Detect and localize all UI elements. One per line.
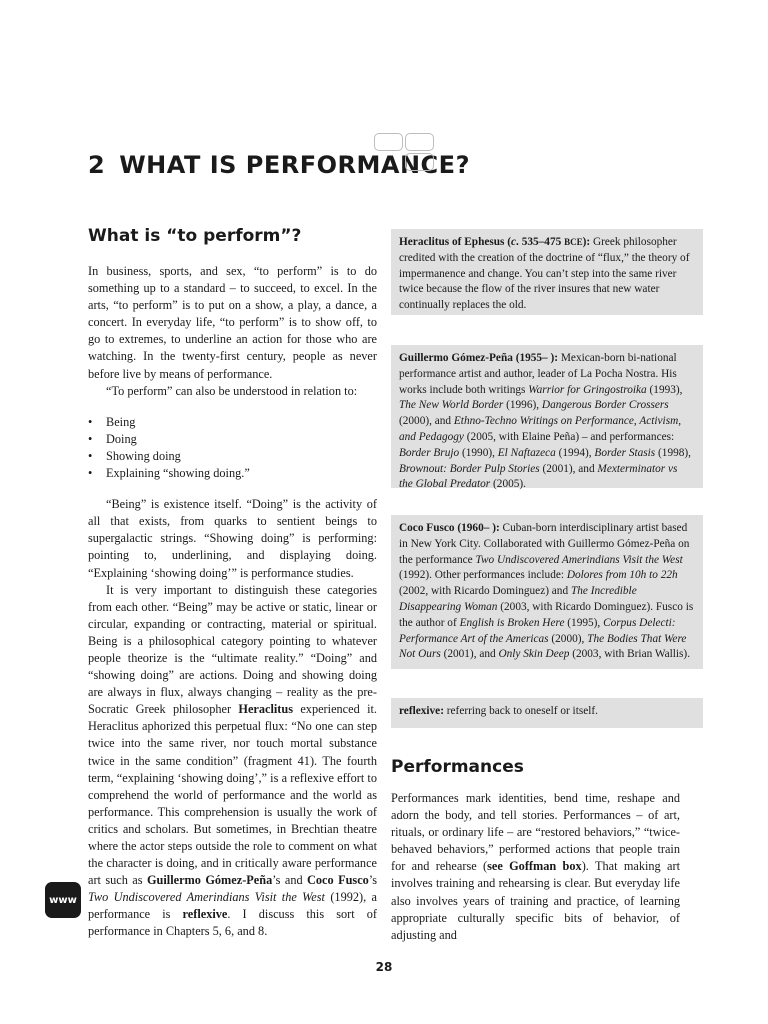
heraclitus-box <box>391 229 703 315</box>
reflexive-glossary-definition: referring back to oneself or itself. <box>446 705 598 717</box>
list-item: • Showing doing <box>88 448 377 465</box>
reflexive-term[interactable]: reflexive <box>182 907 228 922</box>
heraclitus-box-text: Greek philosopher credited with the creation of the doctrine of “flux,” the theory of impermanence and change. You can’t step into the same river twice because the flow of the river insures that new water continually replaces the old. <box>399 236 690 312</box>
list-item: • Explaining “showing doing.” <box>88 465 377 482</box>
gomez-pena-link[interactable]: Guillermo Gómez-Peña <box>146 873 273 888</box>
intro-paragraph: In business, sports, and sex, “to perform” is to do something up to a standard – to succeed, to excel. In the arts, “to perform” is to put on a show, a play, a dance, a concert. In everyday life, “to perform” is to show off, to go to extremes, to underline an action for those who are watching. In the twenty-first century, people as never before live by means of performance. <box>88 264 377 381</box>
list-item: • Doing <box>88 431 377 448</box>
section-heading-performances: Performances <box>391 757 524 777</box>
section-heading-to-perform: What is “to perform”? <box>88 226 302 246</box>
distinguish-paragraph: It is very important to distinguish these categories from each other. “Being” may be active or static, linear or circular, expanding or contracting, material or spiritual. Being is a philosophical category pointing to whatever people theorize is the “ultimate reality.” “Doing” and “showing doing” are actions. Doing and showing doing are always in flux, always changing – reality as the pre-Socratic Greek philosopher Heraclitus experienced it. Heraclitus aphorized this perpetual flux: “No one can step twice into the same river, nor touch mortal substance twice in the same condition” (fragment 41). The fourth term, “explaining ‘showing doing’,” is a reflexive effort to comprehend the world of performance and the world as performance. This comprehension is usually the work of critics and scholars. But sometimes, in Brechtian theatre where the actor steps outside the role to comment on what the character is doing, and in critically aware performance art such as Guillermo Gómez-Peña’s and Coco Fusco’s Two Undiscovered Amerindians Visit the West (1992), a performance is reflexive. I discuss this sort of performance in Chapters 5, 6, and 8. <box>88 582 378 939</box>
being-paragraph: “Being” is existence itself. “Doing” is the activity of all that exists, from quarks to sentient beings to supergalactic strings. “Showing doing” is performing: pointing to, underlining, and displaying doing. “Explaining ‘showing doing’” is performance studies. <box>88 497 377 580</box>
performances-column <box>391 790 680 944</box>
gomez-pena-box: Guillermo Gómez-Peña (1955– ): Mexican-born bi-national performance artist and author, leader of La Pocha Nostra. His works include both writings Warrior for Gringostroika (1993), The New World Border (1996), Dangerous Border Crossers (2000), and Ethno-Techno Writings on Performance, Activism, and Pedagogy (2005, with Elaine Peña) – and performances: Border Brujo (1990), El Naftazeca (1994), Border Stasis (1998), Brownout: Border Pulp Stories (2001), and Mexterminator vs the Global Predator (2005). <box>391 345 703 488</box>
heraclitus-link[interactable]: Heraclitus <box>238 702 294 717</box>
www-icon[interactable]: www <box>45 882 81 918</box>
reflexive-glossary-box <box>391 698 703 728</box>
heraclitus-box-name: Heraclitus of Ephesus (c. 535–475 BCE): <box>399 236 591 248</box>
categories-list <box>88 414 377 482</box>
chapter-number: 2 <box>88 151 106 179</box>
goffman-box-reference[interactable]: see Goffman box <box>487 859 582 874</box>
gomez-pena-box-name: Guillermo Gómez-Peña (1955– ): <box>399 352 559 364</box>
reflexive-glossary-term: reflexive: <box>399 705 444 717</box>
coco-fusco-box: Coco Fusco (1960– ): Cuban-born interdisciplinary artist based in New York City. Collaborated with Guillermo Gómez-Peña on the performance Two Undiscovered Amerindians Visit the West (1992). Other performances include: Dolores from 10h to 22h (2002, with Ricardo Dominguez) and The Incredible Disappearing Woman (2003, with Ricardo Dominguez). Fusco is the author of English is Broken Here (1995), Corpus Delecti: Performance Art of the Americas (2000), The Bodies That Were Not Ours (2001), and Only Skin Deep (2003, with Brian Wallis). <box>391 515 703 669</box>
left-column <box>88 263 377 941</box>
coco-fusco-link[interactable]: Coco Fusco <box>307 873 369 888</box>
relation-paragraph: “To perform” can also be understood in relation to: <box>106 383 358 398</box>
performances-paragraph: Performances mark identities, bend time, reshape and adorn the body, and tell stories. Performances – of art, rituals, or ordinary life – are “restored behaviors,” “twice-behaved behaviors,” performed actions that people train for and rehearse (see Goffman box). That making art involves training and rehearsing is clear. But everyday life also involves years of training and practice, of learning appropriate culturally specific bits of behavior, of adjusting and <box>391 791 680 942</box>
chapter-decoration <box>374 133 436 175</box>
chapter-title-text: WHAT IS PERFORMANCE? <box>119 151 470 179</box>
coco-fusco-box-name: Coco Fusco (1960– ): <box>399 522 500 534</box>
list-item: • Being <box>88 414 377 431</box>
page-number: 28 <box>375 960 393 974</box>
